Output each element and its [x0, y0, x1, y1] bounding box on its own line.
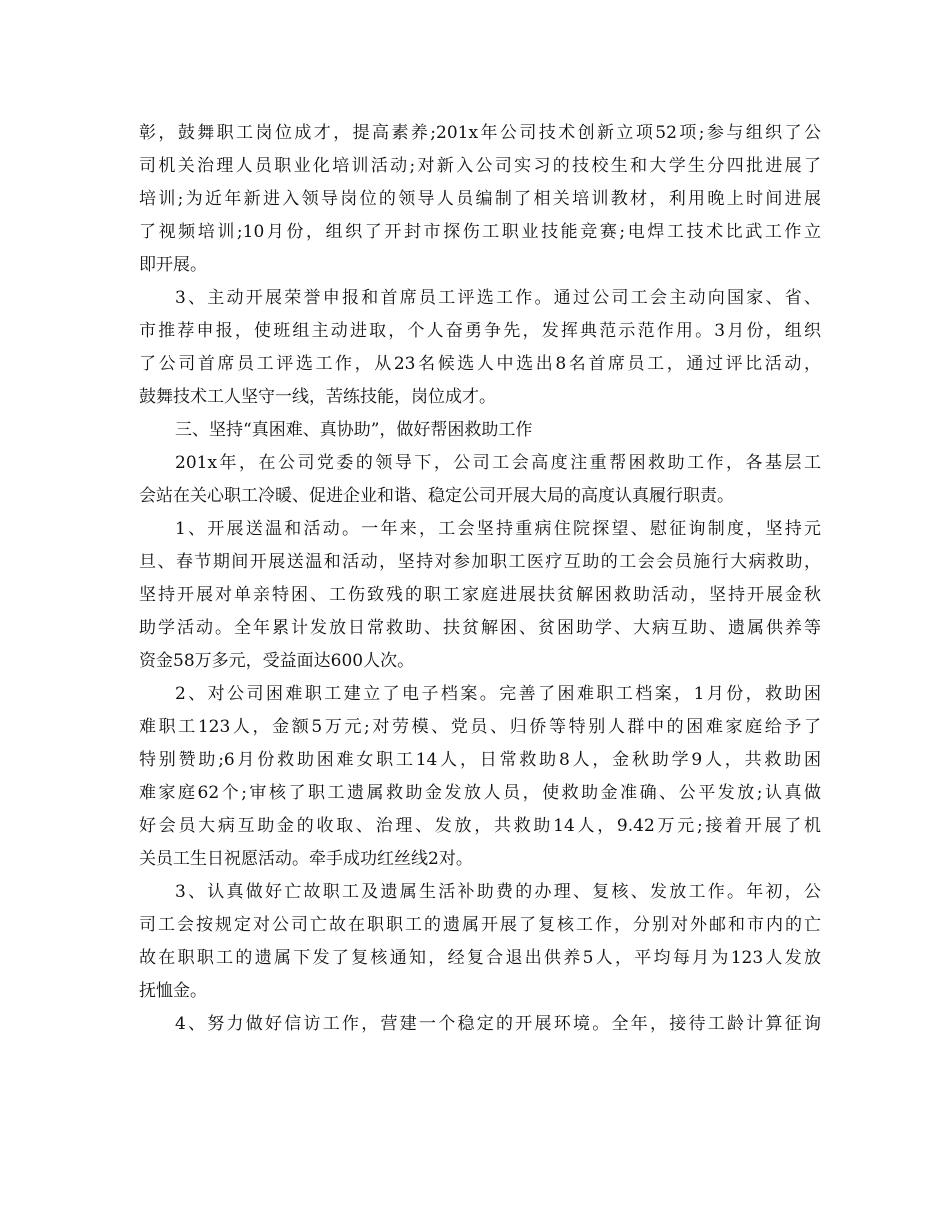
text-line: 培训;为近年新进入领导岗位的领导人员编制了相关培训教材，利用晚上时间进展 — [139, 189, 821, 209]
paragraph — [139, 414, 821, 447]
text-line: 旦、春节期间开展送温和活动，坚持对参加职工医疗互助的工会会员施行大病救助， — [139, 552, 821, 572]
document-body — [139, 117, 821, 1041]
text-line: 3、主动开展荣誉申报和首席员工评选工作。通过公司工会主动向国家、省、 — [175, 288, 821, 308]
text-line: 资金58万多元，受益面达600人次。 — [139, 651, 415, 671]
text-line: 助学活动。全年累计发放日常救助、扶贫解困、贫困助学、大病互助、遗属供养等 — [139, 618, 821, 638]
text-line: 了公司首席员工评选工作，从23名候选人中选出8名首席员工，通过评比活动， — [139, 354, 821, 374]
text-line: 特别赞助;6月份救助困难女职工14人，日常救助8人，金秋助学9人，共救助困 — [139, 750, 821, 770]
paragraph — [139, 1008, 821, 1041]
text-line: 故在职职工的遗属下发了复核通知，经复合退出供养5人，平均每月为123人发放 — [139, 948, 821, 968]
text-line: 201x年，在公司党委的领导下，公司工会高度注重帮困救助工作，各基层工 — [175, 453, 821, 473]
text-line: 难家庭62个;审核了职工遗属救助金发放人员，使救助金准确、公平发放;认真做 — [139, 783, 821, 803]
text-line: 好会员大病互助金的收取、治理、发放，共救助14人，9.42万元;接着开展了机 — [139, 816, 821, 836]
text-line: 2、对公司困难职工建立了电子档案。完善了困难职工档案，1月份，救助困 — [175, 684, 821, 704]
text-line: 坚持开展对单亲特困、工伤致残的职工家庭进展扶贫解困救助活动，坚持开展金秋 — [139, 585, 821, 605]
text-line: 三、坚持“真困难、真协助”，做好帮困救助工作 — [175, 420, 533, 440]
text-line: 司机关治理人员职业化培训活动;对新入公司实习的技校生和大学生分四批进展了 — [139, 156, 821, 176]
text-line: 鼓舞技术工人坚守一线，苦练技能，岗位成才。 — [139, 387, 496, 407]
text-line: 即开展。 — [139, 255, 207, 275]
text-line: 司工会按规定对公司亡故在职职工的遗属开展了复核工作，分别对外邮和市内的亡 — [139, 915, 821, 935]
text-line: 了视频培训;10月份，组织了开封市探伤工职业技能竞赛;电焊工技术比武工作立 — [139, 222, 821, 242]
text-line: 难职工123人，金额5万元;对劳模、党员、归侨等特别人群中的困难家庭给予了 — [139, 717, 821, 737]
paragraph — [139, 876, 821, 1008]
text-line: 3、认真做好亡故职工及遗属生活补助费的办理、复核、发放工作。年初，公 — [175, 882, 821, 902]
paragraph — [139, 282, 821, 414]
text-line: 关员工生日祝愿活动。牵手成功红丝线2对。 — [139, 849, 473, 869]
paragraph — [139, 117, 821, 282]
text-line: 1、开展送温和活动。一年来，工会坚持重病住院探望、慰征询制度，坚持元 — [175, 519, 821, 539]
paragraph — [139, 447, 821, 513]
paragraph — [139, 513, 821, 678]
paragraph — [139, 678, 821, 876]
text-line: 抚恤金。 — [139, 981, 207, 1001]
text-line: 会站在关心职工冷暖、促进企业和谐、稳定公司开展大局的高度认真履行职责。 — [139, 486, 734, 506]
text-line: 4、努力做好信访工作，营建一个稳定的开展环境。全年，接待工龄计算征询 — [175, 1014, 821, 1034]
text-line: 市推荐申报，使班组主动进取，个人奋勇争先，发挥典范示范作用。3月份，组织 — [139, 321, 821, 341]
text-line: 彰，鼓舞职工岗位成才，提高素养;201x年公司技术创新立项52项;参与组织了公 — [139, 123, 821, 143]
